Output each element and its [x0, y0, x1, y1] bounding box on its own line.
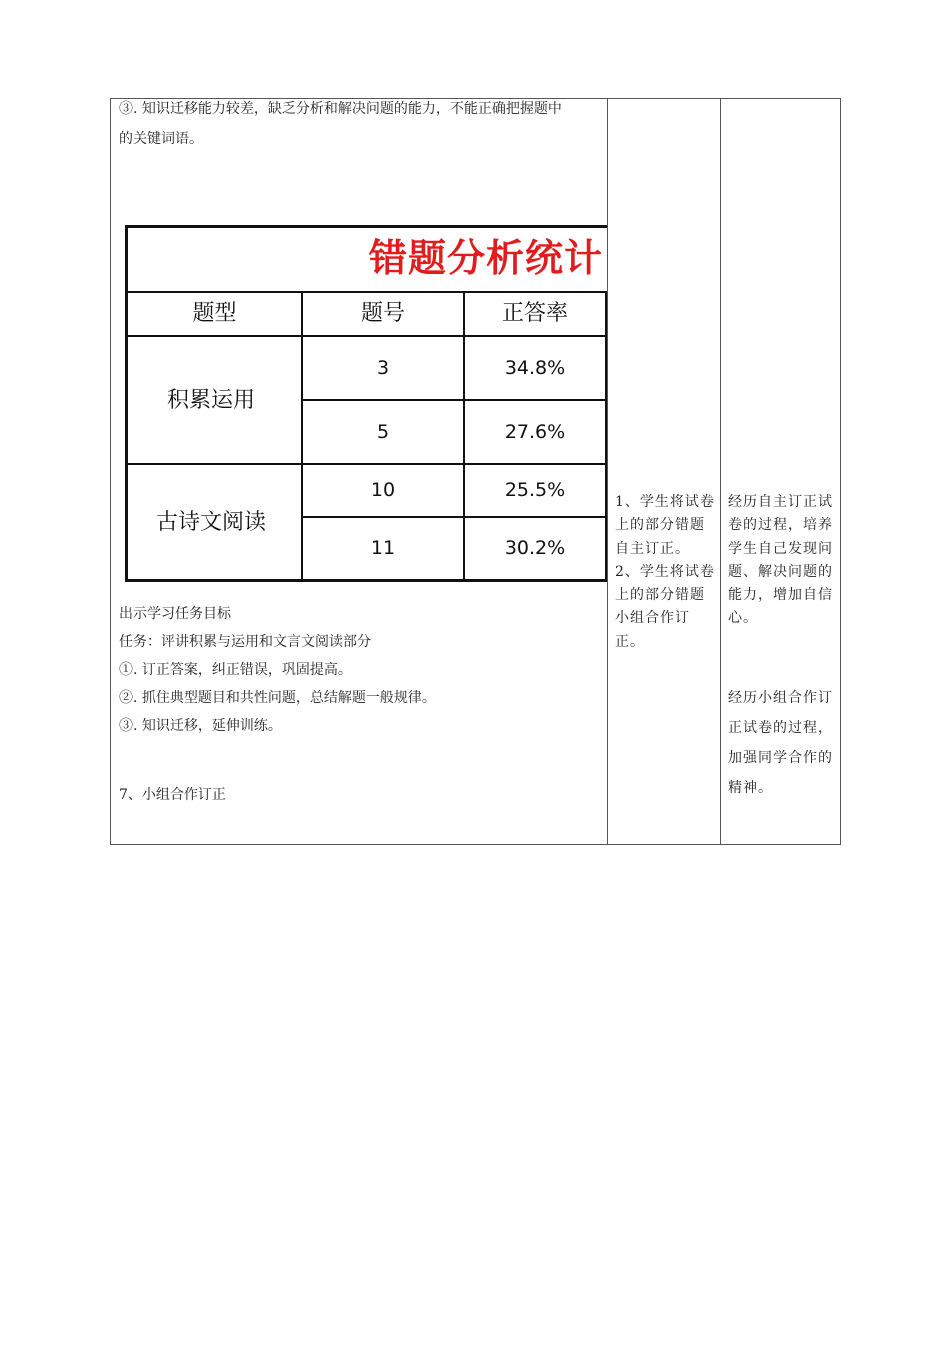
- correct-rate-cell: 25.5%: [504, 479, 566, 501]
- student-activity-1: 1、学生将试卷上的部分错题自主订正。: [615, 494, 715, 557]
- step-7-heading: 7、小组合作订正: [119, 787, 226, 803]
- question-number-cell: 10: [370, 479, 396, 501]
- error-analysis-table-image: [125, 225, 607, 582]
- task-heading: 出示学习任务目标: [119, 606, 231, 622]
- design-intent-1: 经历自主订正试卷的过程，培养学生自己发现问题、解决问题的能力，增加自信心。: [728, 494, 833, 627]
- goal-item: ②. 抓住典型题目和共性问题，总结解题一般规律。: [119, 690, 436, 706]
- question-number-cell: 5: [376, 421, 390, 443]
- category-cell: 古诗文阅读: [155, 510, 266, 535]
- question-number-cell: 11: [370, 537, 396, 559]
- correct-rate-cell: 27.6%: [504, 421, 566, 443]
- student-activity-2: 2、学生将试卷上的部分错题小组合作订正。: [615, 563, 715, 650]
- correct-rate-cell: 30.2%: [504, 537, 566, 559]
- problem-point-3: ③. 知识迁移能力较差，缺乏分析和解决问题的能力，不能正确把握题中: [119, 101, 562, 117]
- student-activity: [615, 491, 715, 654]
- task-description: 任务：评讲积累与运用和文言文阅读部分: [119, 634, 371, 650]
- column-divider: [607, 99, 608, 844]
- design-intent-2: 经历小组合作订正试卷的过程，加强同学合作的精神。: [728, 690, 833, 796]
- header-question-type: 题型: [192, 301, 237, 326]
- problem-point-3-continued: 的关键词语。: [119, 131, 203, 147]
- column-divider: [720, 99, 721, 844]
- category-cell: 积累运用: [166, 388, 255, 413]
- header-correct-rate: 正答率: [501, 301, 568, 326]
- question-number-cell: 3: [376, 357, 390, 379]
- lesson-table: [110, 98, 841, 845]
- goal-item: ③. 知识迁移，延伸训练。: [119, 718, 282, 734]
- header-question-number: 题号: [360, 301, 405, 326]
- correct-rate-cell: 34.8%: [504, 357, 566, 379]
- goal-item: ①. 订正答案，纠正错误，巩固提高。: [119, 662, 352, 678]
- stat-table-title: 错题分析统计: [368, 236, 603, 280]
